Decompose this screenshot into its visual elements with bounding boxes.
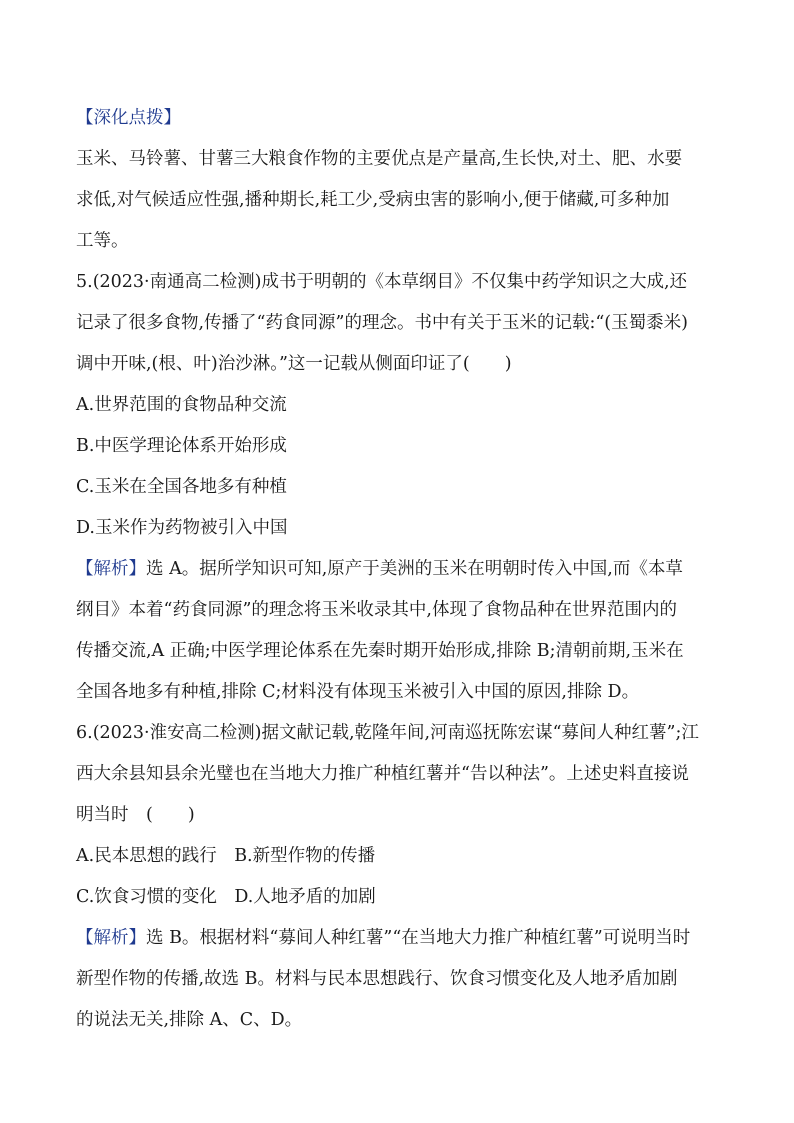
tip-section-title [76, 98, 726, 139]
question6-stem-line: 西大余县知县余光璧也在当地大力推广种植红薯并“告以种法”。上述史料直接说 [76, 764, 689, 784]
question6-analysis-line [76, 918, 726, 959]
question6-stem-line: 明当时 ( ) [76, 805, 195, 825]
question5-option-d: D.玉米作为药物被引入中国 [76, 518, 288, 538]
question5-stem-line: 调中开味,(根、叶)治沙淋。”这一记载从侧面印证了( ) [76, 354, 512, 374]
question5-analysis-line: 传播交流,A 正确;中医学理论体系在先秦时期开始形成,排除 B;清朝前期,玉米在 [76, 641, 684, 661]
question5-option-a: A.世界范围的食物品种交流 [76, 395, 287, 415]
analysis-text: 据所学知识可知,原产于美洲的玉米在明朝时传入中国,而《本草 [199, 559, 683, 579]
document-page [76, 98, 726, 1041]
analysis-answer: 选 B。 [146, 928, 200, 948]
tip-text-line: 工等。 [76, 231, 129, 251]
tip-tag: 【深化点拨】 [76, 108, 181, 128]
question6-analysis-line: 新型作物的传播,故选 B。材料与民本思想践行、饮食习惯变化及人地矛盾加剧 [76, 969, 678, 989]
analysis-answer: 选 A。 [146, 559, 200, 579]
question5-stem-line: 5.(2023·南通高二检测)成书于明朝的《本草纲目》不仅集中药学知识之大成,还 [76, 272, 688, 292]
question5-stem-line: 记录了很多食物,传播了“药食同源”的理念。书中有关于玉米的记载:“(玉蜀黍米) [76, 313, 688, 333]
question6-options-row: A.民本思想的践行 B.新型作物的传播 [76, 846, 376, 866]
analysis-tag: 【解析】 [76, 559, 146, 579]
question5-analysis-line: 纲目》本着“药食同源”的理念将玉米收录其中,体现了食物品种在世界范围内的 [76, 600, 677, 620]
analysis-text: 根据材料“募间人种红薯”“在当地大力推广种植红薯”可说明当时 [199, 928, 691, 948]
question6-stem-line: 6.(2023·淮安高二检测)据文献记载,乾隆年间,河南巡抚陈宏谋“募间人种红薯”;江 [76, 723, 699, 743]
tip-text-line: 求低,对气候适应性强,播种期长,耗工少,受病虫害的影响小,便于储藏,可多种加 [76, 190, 670, 210]
question5-option-b: B.中医学理论体系开始形成 [76, 436, 287, 456]
analysis-tag: 【解析】 [76, 928, 146, 948]
question6-analysis-line: 的说法无关,排除 A、C、D。 [76, 1010, 303, 1030]
question5-option-c: C.玉米在全国各地多有种植 [76, 477, 287, 497]
question5-analysis-line [76, 549, 726, 590]
tip-text-line: 玉米、马铃薯、甘薯三大粮食作物的主要优点是产量高,生长快,对土、肥、水要 [76, 149, 683, 169]
question5-analysis-line: 全国各地多有种植,排除 C;材料没有体现玉米被引入中国的原因,排除 D。 [76, 682, 640, 702]
question6-options-row: C.饮食习惯的变化 D.人地矛盾的加剧 [76, 887, 376, 907]
